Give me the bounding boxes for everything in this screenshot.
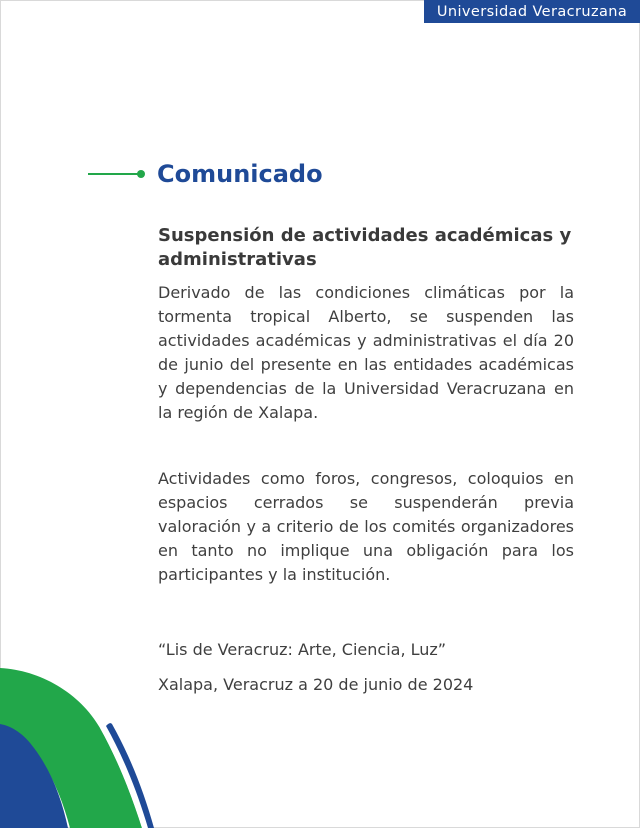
university-name: Universidad Veracruzana (436, 3, 628, 20)
heading-bullet-dot (137, 170, 145, 178)
university-brand-bar (424, 0, 640, 23)
university-motto: “Lis de Veracruz: Arte, Ciencia, Luz” (158, 640, 447, 659)
place-and-date: Xalapa, Veracruz a 20 de junio de 2024 (158, 675, 474, 694)
page-title: Comunicado (157, 160, 323, 188)
heading-bullet-line (88, 173, 141, 175)
decorative-stripes (0, 668, 190, 828)
body-paragraph-2: Actividades como foros, congresos, coloquios en espacios cerrados se suspenderán previa valoración y a criterio de los comités organizadores en tanto no implique una obligación para los participantes y la institución. (158, 469, 574, 584)
body-paragraph-1: Derivado de las condiciones climáticas por la tormenta tropical Alberto, se suspenden las actividades académicas y administrativas el día 20 de junio del presente en las entidades académicas y dependencias de la Universidad Veracruzana en la región de Xalapa. (158, 283, 574, 422)
communique-heading (88, 158, 323, 190)
communique-subject: Suspensión de actividades académicas y administrativas (158, 225, 572, 270)
